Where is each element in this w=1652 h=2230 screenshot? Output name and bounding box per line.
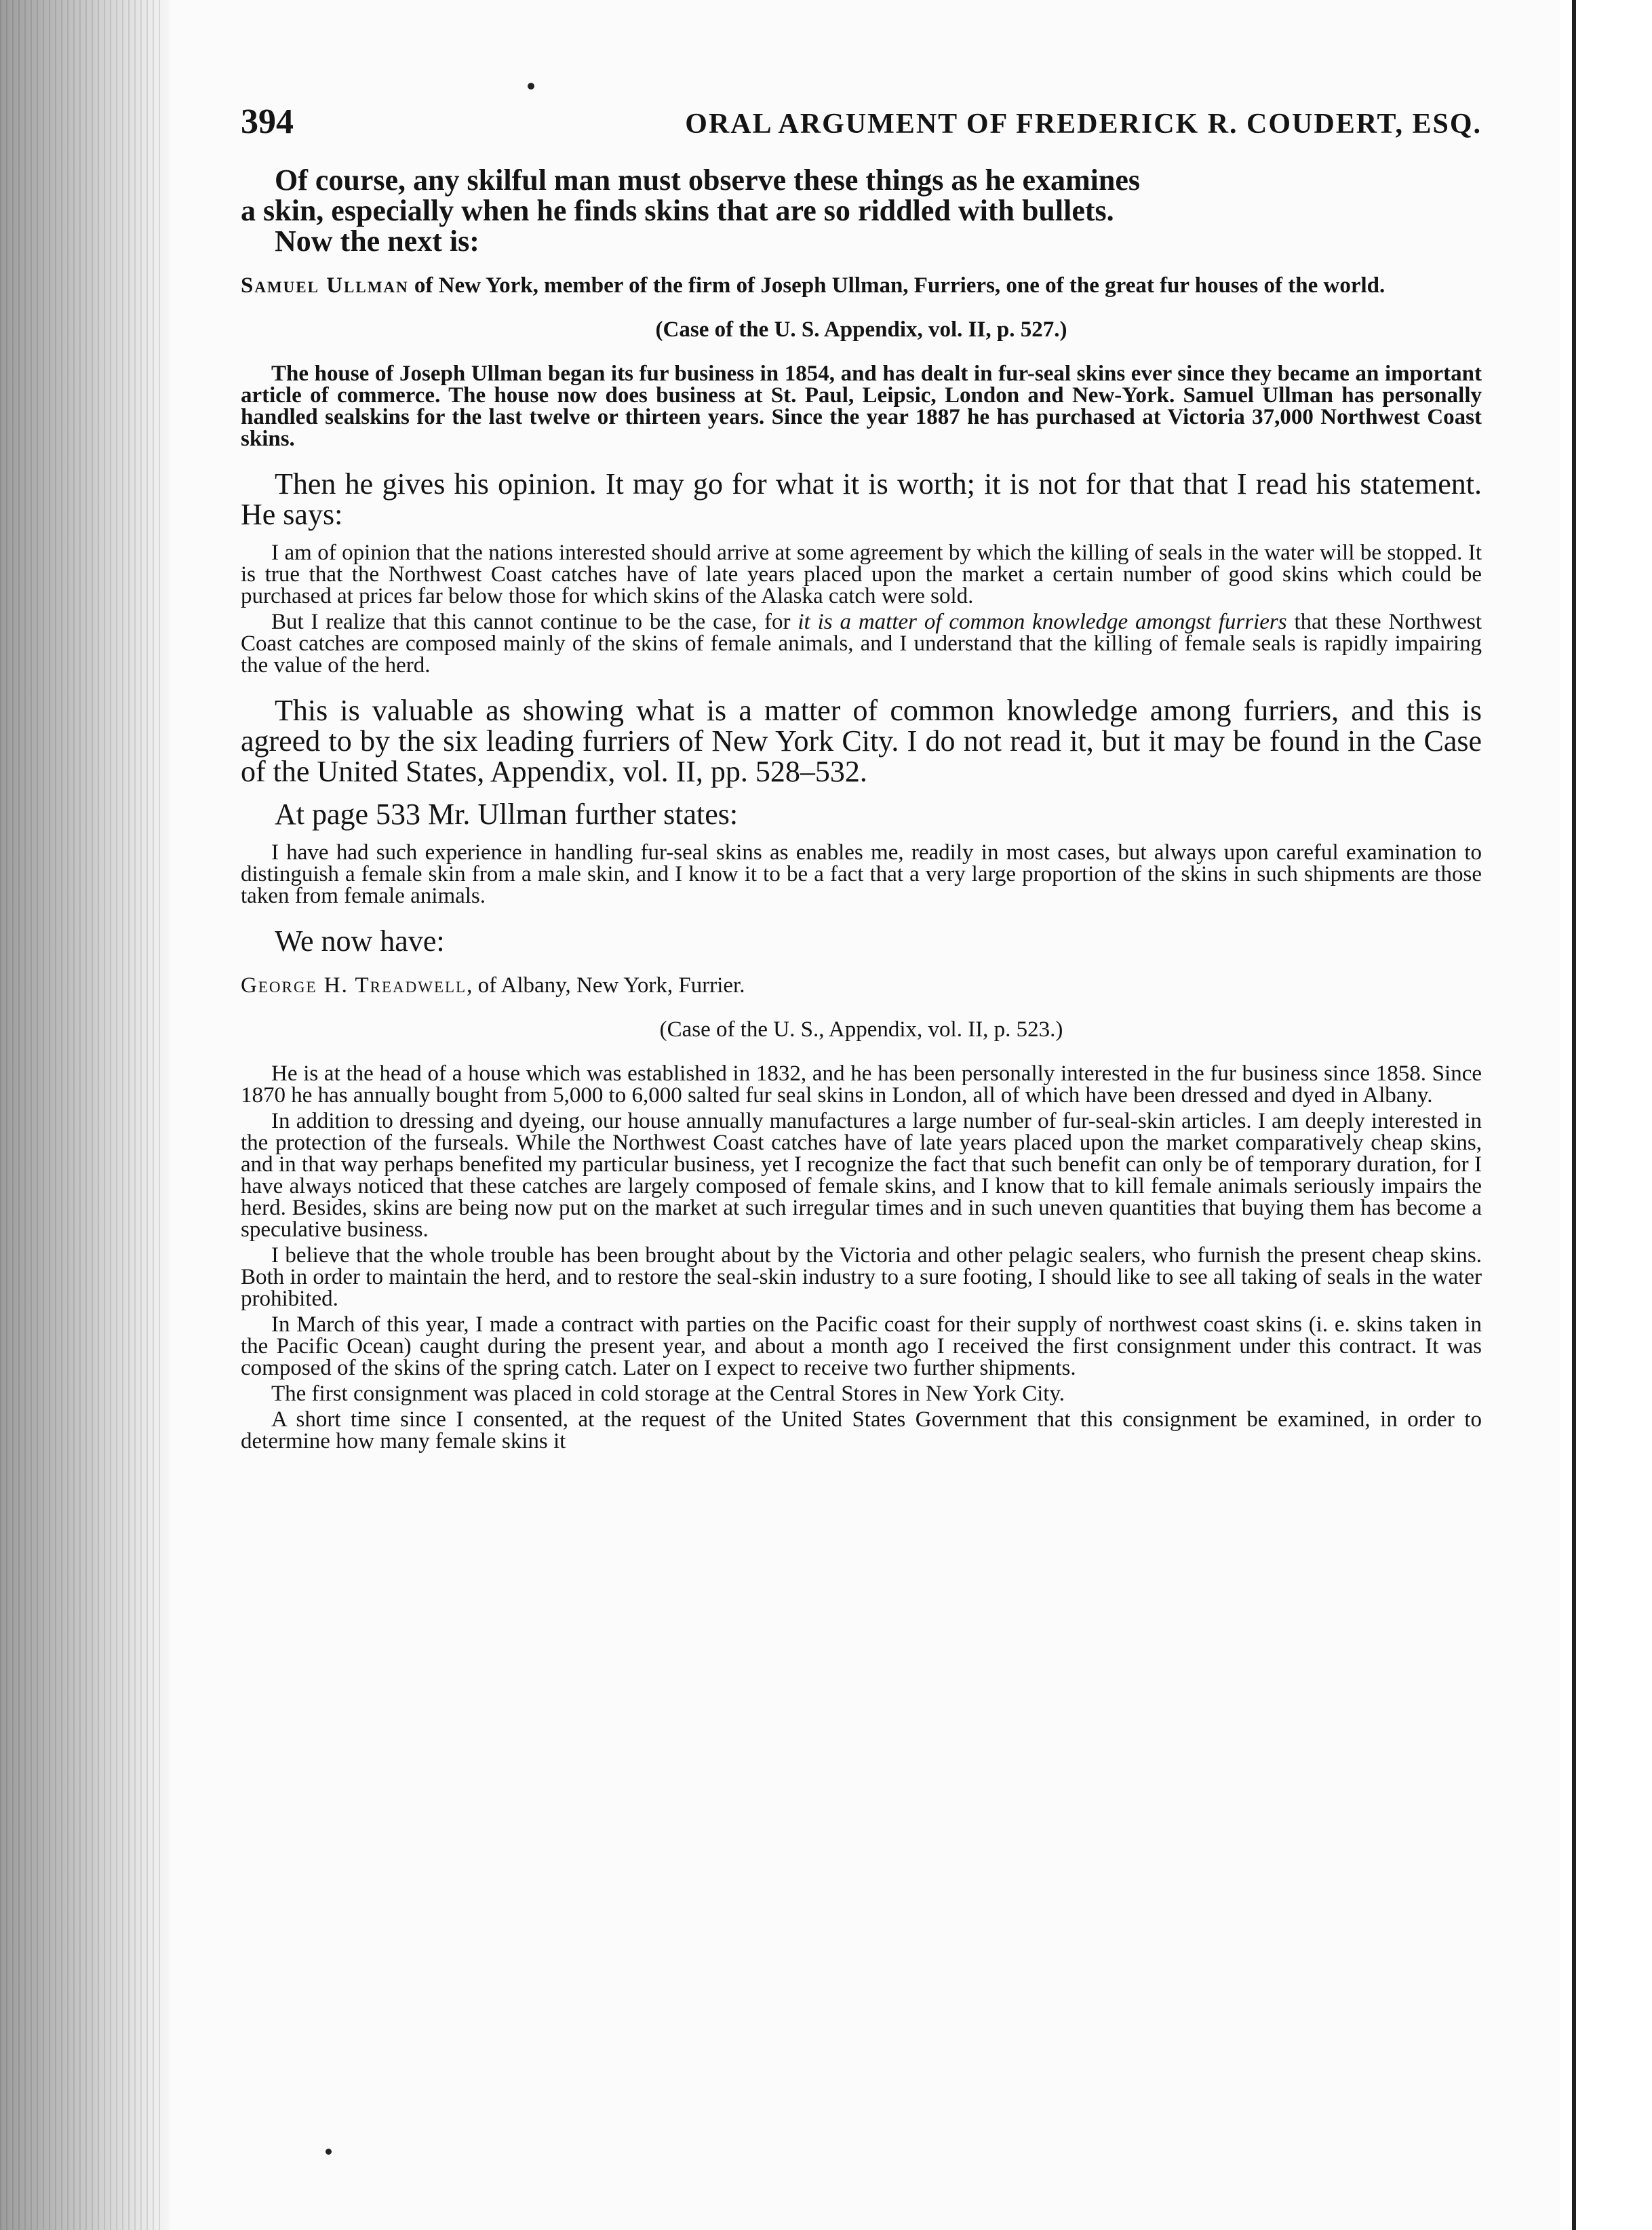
witness-description: of New York, member of the firm of Joseph Ullman, Furriers, one of the great fur houses of the world. bbox=[408, 273, 1385, 298]
treadwell-para-2: In addition to dressing and dyeing, our house annually manufactures a large number of fur-seal-skin articles. I am deeply interested in the protection of the furseals. While the Northwest Coast catches have of late years placed upon the market comparatively cheap skins, and in that way perhaps benefited my particular business, yet I recognize the fact that such benefit can only be of temporary duration, for I have always noticed that these catches are largely composed of female skins, and I know that to kill female animals seriously impairs the herd. Besides, skins are being now put on the market at such irregular times and in such uneven quantities that buying them has become a speculative business. bbox=[241, 1109, 1482, 1242]
witness-name: Samuel Ullman bbox=[241, 273, 409, 298]
running-header bbox=[241, 102, 1482, 142]
scan-speck bbox=[326, 2149, 332, 2155]
paragraph-now-have: We now have: bbox=[275, 924, 445, 958]
witness-heading-ullman bbox=[241, 273, 1482, 298]
treadwell-para-5: The first consignment was placed in cold storage at the Central Stores in New York City. bbox=[271, 1382, 1065, 1406]
summary-ullman: The house of Joseph Ullman began its fur business in 1854, and has dealt in fur-seal skins ever since they became an important article of commerce. The house now does business at St. Paul, Leipsic, London and New-York. Samuel Ullman has personally handled sealskins for the last twelve or thirteen years. Since the year 1887 he has purchased at Victoria 37,000 Northwest Coast skins. bbox=[241, 361, 1482, 451]
quote-ullman-1: I am of opinion that the nations interested should arrive at some agreement by which the killing of seals in the water will be stopped. It is true that the Northwest Coast catches have of late years placed upon the market a certain number of good skins which could be purchased at prices far below those for which skins of the Alaska catch were sold. bbox=[241, 541, 1482, 608]
treadwell-para-1: He is at the head of a house which was established in 1832, and he has been personally interested in the fur business since 1858. Since 1870 he has annually bought from 5,000 to 6,000 salted fur seal skins in London, all of which have been dressed and dyed in Albany. bbox=[241, 1061, 1482, 1108]
text-line: Of course, any skilful man must observe these things as he examines bbox=[275, 163, 1141, 197]
page-number: 394 bbox=[241, 102, 294, 141]
treadwell-para-4: In March of this year, I made a contract with parties on the Pacific coast for their supply of northwest coast skins (i. e. skins taken in the Pacific Ocean) caught during the present year, and about a month ago I received the first consignment under this contract. It was composed of the skins of the spring catch. Later on I expect to receive two further shipments. bbox=[241, 1312, 1482, 1380]
treadwell-para-6: A short time since I consented, at the request of the United States Government that this consignment be examined, in order to determine how many female skins it bbox=[241, 1407, 1482, 1453]
quote-text: that these Northwest Coast catches are composed mainly of the skins of female animals, and I understand that the killing of female seals is rapidly impairing the value of the herd. bbox=[241, 610, 1482, 678]
text-line: Now the next is: bbox=[275, 224, 479, 258]
paragraph-common-knowledge: This is valuable as showing what is a matter of common knowledge among furriers, and this is agreed to by the six leading furriers of New York City. I do not read it, but it may be found in the Case of the United States, Appendix, vol. II, pp. 528–532. bbox=[241, 694, 1482, 788]
paragraph-page-533: At page 533 Mr. Ullman further states: bbox=[275, 798, 739, 831]
citation-treadwell: (Case of the U. S., Appendix, vol. II, p. 523.) bbox=[659, 1017, 1063, 1042]
witness-name: George H. Treadwell bbox=[241, 973, 467, 998]
right-edge-rule bbox=[1572, 0, 1576, 2230]
quote-ullman-2 bbox=[241, 611, 1482, 676]
quote-emphasis: it is a matter of common knowledge amongst furriers bbox=[798, 610, 1287, 634]
page-content bbox=[241, 102, 1482, 1456]
witness-heading-treadwell bbox=[241, 973, 1482, 998]
quote-text: But I realize that this cannot continue to be the case, for bbox=[271, 610, 798, 634]
page-edge-lines bbox=[0, 0, 163, 2230]
book-spine-shadow bbox=[0, 0, 170, 2230]
running-title: ORAL ARGUMENT OF FREDERICK R. COUDERT, ESQ. bbox=[685, 109, 1482, 140]
paragraph-intro bbox=[241, 165, 1482, 256]
text-line: a skin, especially when he finds skins that are so riddled with bullets. bbox=[241, 194, 1114, 227]
citation-ullman: (Case of the U. S. Appendix, vol. II, p. 527.) bbox=[655, 317, 1067, 342]
treadwell-para-3: I believe that the whole trouble has been brought about by the Victoria and other pelagic sealers, who furnish the present cheap skins. Both in order to maintain the herd, and to restore the seal-skin industry to a sure footing, I should like to see all taking of seals in the water prohibited. bbox=[241, 1243, 1482, 1311]
scan-speck bbox=[528, 83, 534, 90]
right-page-edge bbox=[1560, 0, 1652, 2230]
quote-ullman-3: I have had such experience in handling fur-seal skins as enables me, readily in most cases, but always upon careful examination to distinguish a female skin from a male skin, and I know it to be a fact that a very large proportion of the skins in such shipments are those taken from female animals. bbox=[241, 840, 1482, 908]
witness-description: , of Albany, New York, Furrier. bbox=[467, 973, 745, 998]
paragraph-opinion: Then he gives his opinion. It may go for what it is worth; it is not for that that I read his statement. He says: bbox=[241, 467, 1482, 531]
